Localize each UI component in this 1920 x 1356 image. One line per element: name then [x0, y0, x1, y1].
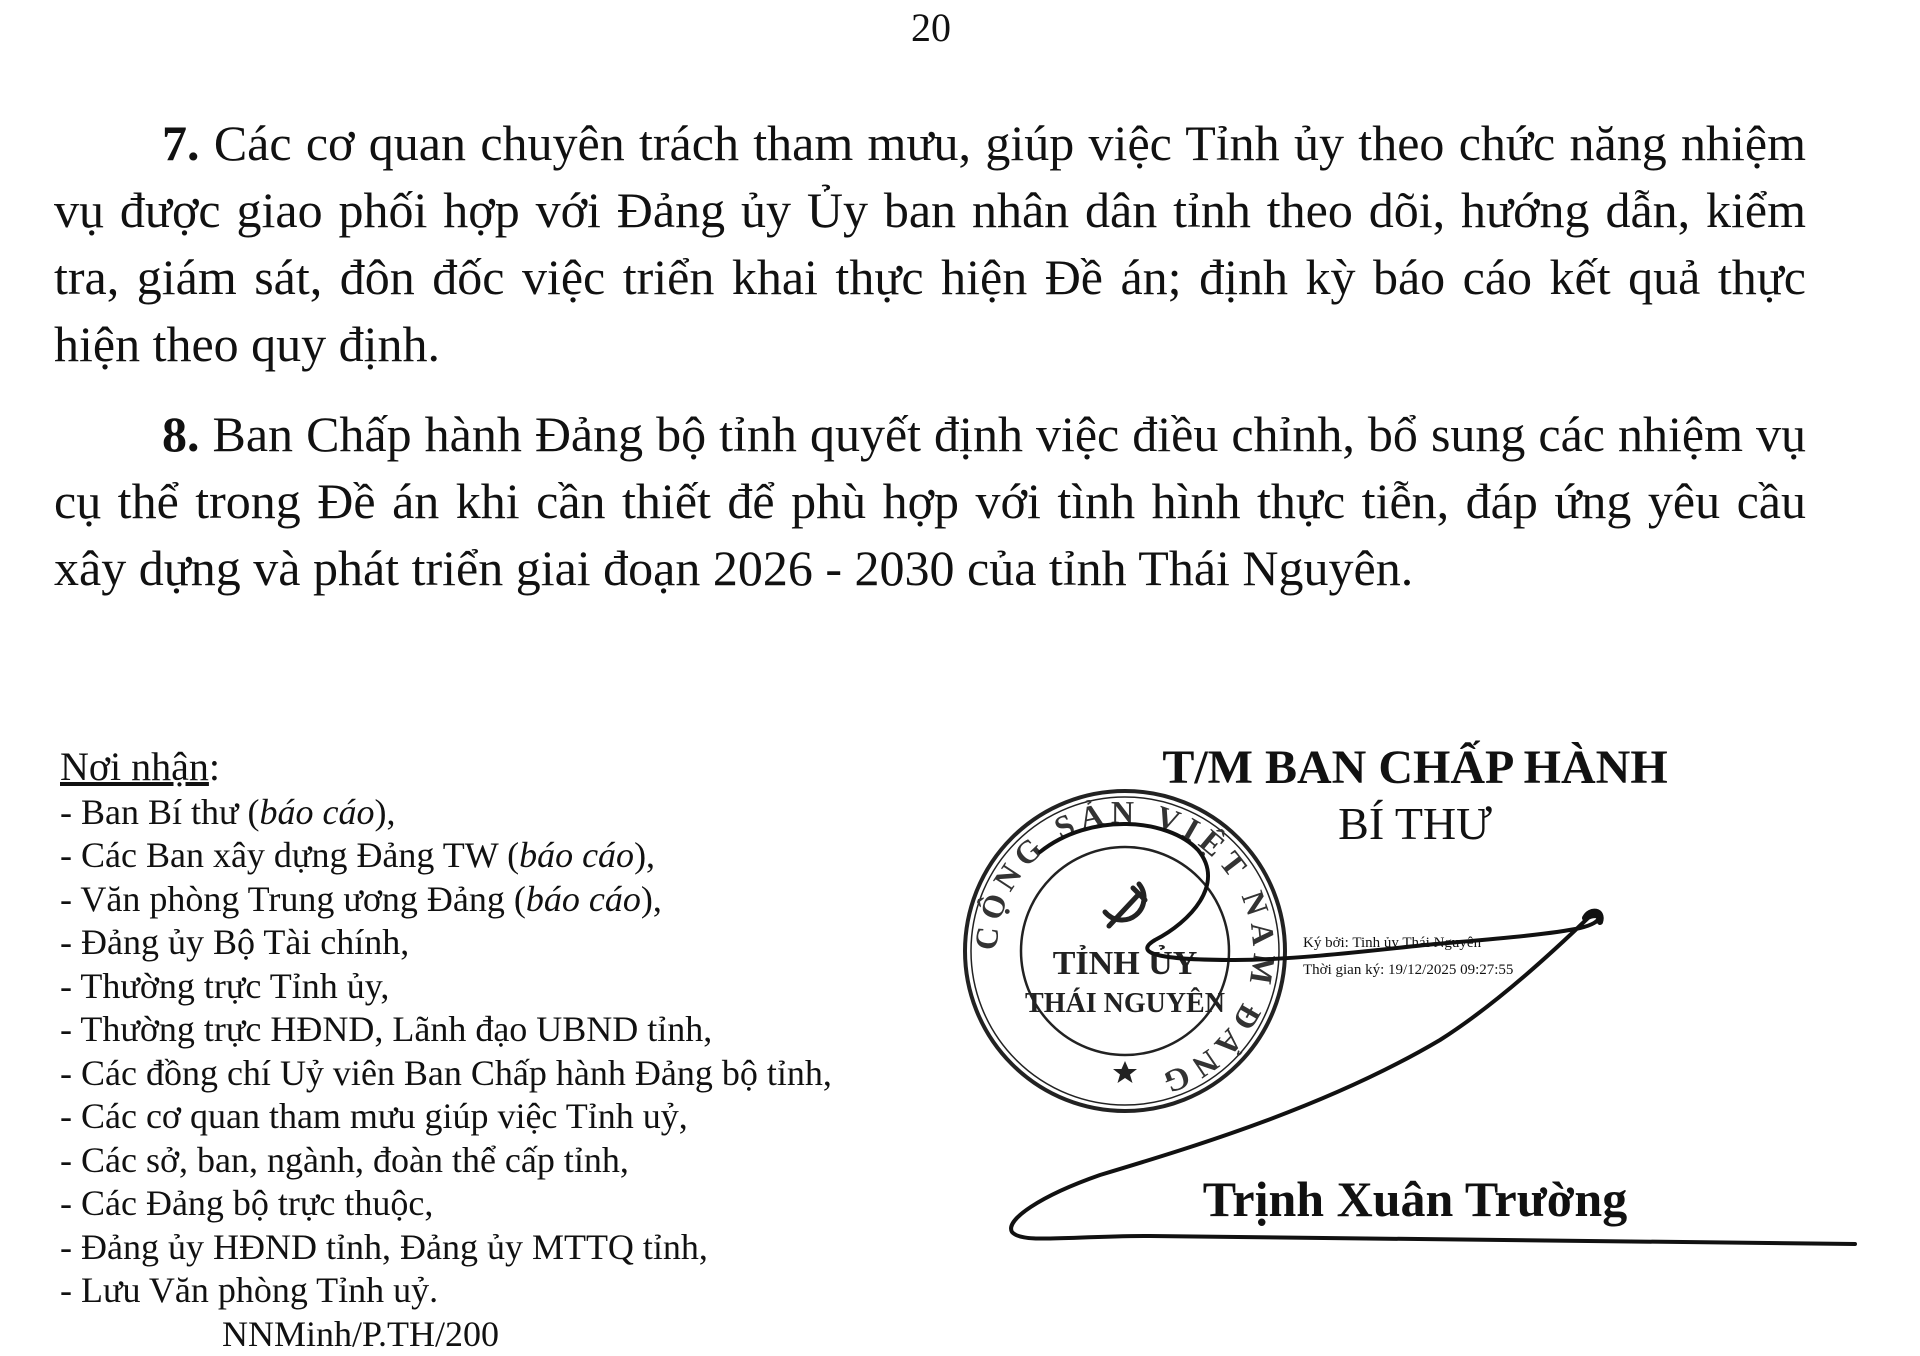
signer-name: Trịnh Xuân Trường [1080, 1170, 1750, 1228]
recipient-item [60, 1269, 960, 1313]
recipient-item [60, 1226, 960, 1270]
recipient-text: - Thường trực Tỉnh ủy, [60, 966, 389, 1006]
recipients-heading [60, 745, 960, 791]
recipient-tail: ), [374, 792, 395, 832]
digital-signed-time: Thời gian ký: 19/12/2025 09:27:55 [1303, 957, 1513, 984]
hammer-sickle-icon [1105, 884, 1145, 926]
recipient-item [60, 791, 960, 835]
recipient-item [60, 1095, 960, 1139]
recipient-tail: ), [641, 879, 662, 919]
recipient-text: - Ban Bí thư ( [60, 792, 260, 832]
page-number: 20 [0, 4, 1862, 52]
recipient-item [60, 1139, 960, 1183]
digital-signed-by: Ký bởi: Tinh ủy Thái Nguyên [1303, 930, 1513, 957]
paragraph-text: Các cơ quan chuyên trách tham mưu, giúp việc Tỉnh ủy theo chức năng nhiệm vụ được giao phối hợp với Đảng ủy Ủy ban nhân dân tỉnh theo dõi, hướng dẫn, kiểm tra, giám sát, đôn đốc việc triển khai thực hiện Đề án; định kỳ báo cáo kết quả thực hiện theo quy định. [54, 115, 1806, 372]
recipient-text: - Văn phòng Trung ương Đảng ( [60, 879, 526, 919]
recipient-item [60, 1008, 960, 1052]
paragraph-text: Ban Chấp hành Đảng bộ tỉnh quyết định việc điều chỉnh, bổ sung các nhiệm vụ cụ thể trong Đề án khi cần thiết để phù hợp với tình hình thực tiễn, đáp ứng yêu cầu xây dựng và phát triển giai đoạn 2026 - 2030 của tỉnh Thái Nguyên. [54, 406, 1806, 596]
seal-ring-text: CỘNG SẢN VIỆT NAM ĐẢNG [967, 794, 1283, 1103]
seal-center-line-2: THÁI NGUYÊN [1025, 988, 1225, 1019]
paragraph-number: 7. [162, 115, 200, 171]
recipient-tail: ), [634, 835, 655, 875]
seal-center-line-1: TỈNH ỦY [1053, 944, 1198, 982]
recipient-item [60, 878, 960, 922]
recipient-text: - Thường trực HĐND, Lãnh đạo UBND tỉnh, [60, 1009, 712, 1049]
recipient-text: - Lưu Văn phòng Tỉnh uỷ. [60, 1270, 438, 1310]
recipient-note: báo cáo [526, 879, 641, 919]
signer-organization: T/M BAN CHẤP HÀNH [1080, 740, 1750, 796]
recipient-item [60, 965, 960, 1009]
recipient-list [60, 791, 960, 1313]
reference-code: NNMinh/P.TH/200 [60, 1313, 960, 1356]
recipients-title: Nơi nhận [60, 744, 209, 789]
recipient-text: - Các đồng chí Uỷ viên Ban Chấp hành Đảng bộ tỉnh, [60, 1053, 832, 1093]
recipient-text: - Đảng ủy HĐND tỉnh, Đảng ủy MTTQ tỉnh, [60, 1227, 708, 1267]
recipient-note: báo cáo [260, 792, 375, 832]
recipient-note: báo cáo [519, 835, 634, 875]
recipients-block [60, 745, 960, 1356]
recipient-item [60, 834, 960, 878]
paragraph-8 [54, 401, 1806, 602]
recipient-item [60, 1052, 960, 1096]
recipient-item [60, 921, 960, 965]
signature-block [1080, 740, 1750, 852]
recipient-text: - Các Ban xây dựng Đảng TW ( [60, 835, 519, 875]
signer-title: BÍ THƯ [1080, 796, 1750, 852]
recipient-text: - Các cơ quan tham mưu giúp việc Tỉnh uỷ, [60, 1096, 688, 1136]
paragraph-7 [54, 110, 1806, 378]
star-icon [1113, 1061, 1137, 1083]
paragraph-number: 8. [162, 406, 200, 462]
recipient-text: - Các Đảng bộ trực thuộc, [60, 1183, 433, 1223]
recipient-item [60, 1182, 960, 1226]
recipient-text: - Đảng ủy Bộ Tài chính, [60, 922, 409, 962]
recipients-title-colon: : [209, 744, 220, 789]
recipient-text: - Các sở, ban, ngành, đoàn thể cấp tỉnh, [60, 1140, 629, 1180]
digital-signature-info [1303, 930, 1513, 984]
